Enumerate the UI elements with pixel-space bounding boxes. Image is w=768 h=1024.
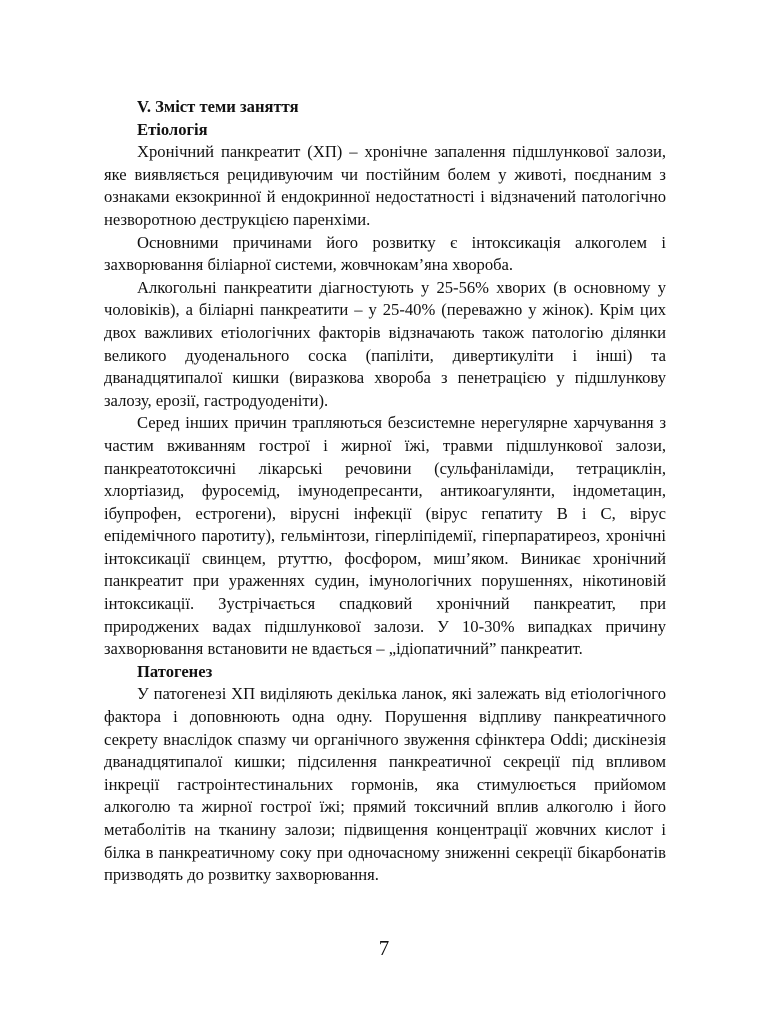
page-number: 7: [378, 936, 390, 960]
pathogenesis-heading: Патогенез: [137, 661, 213, 681]
etiology-paragraph-1: Хронічний панкреатит (ХП) – хронічне запалення підшлункової залози, яке виявляється рецидивуючим чи постійним болем у животі, поєднаним з ознаками екзокринної й ендокринної недостатності і відзначений патологічно незворотною деструкцією паренхіми.: [104, 142, 666, 229]
document-page: [104, 96, 666, 887]
section-title: V. Зміст теми заняття: [137, 97, 299, 116]
etiology-paragraph-4: Серед інших причин трапляються безсистемне нерегулярне харчування з частим вживанням гострої і жирної їжі, травми підшлункової залози, панкреатотоксичні лікарські речовини (сульфаніламіди, тетрациклін, хлортіазид, фуросемід, імунодепресанти, антикоагулянти, індометацин, ібупрофен, естрогени), вірусні інфекції (вірус гепатиту В і С, вірус епідемічного паротиту), гельмінтози, гіперліпідемії, гіперпаратиреоз, хронічні інтоксикації свинцем, ртуттю, фосфором, миш’яком. Виникає хронічний панкреатит при ураженнях судин, імунологічних порушеннях, нікотиновій інтоксикації. Зустрічається спадковий хронічний панкреатит, при природжених вадах підшлункової залози. У 10-30% випадках причину захворювання встановити не вдається – „ідіопатичний” панкреатит.: [104, 413, 666, 659]
etiology-paragraph-3: Алкогольні панкреатити діагностують у 25-56% хворих (в основному у чоловіків), а біліарні панкреатити – у 25-40% (переважно у жінок). Крім цих двох важливих етіологічних факторів відзначають також патологію ділянки великого дуоденального соска (папіліти, дивертикуліти і інші) та дванадцятипалої кишки (виразкова хвороба з пенетрацією у підшлункову залозу, ерозії, гастродуоденіти).: [104, 277, 666, 410]
pathogenesis-paragraph-1: У патогенезі ХП виділяють декілька ланок, які залежать від етіологічного фактора і доповнюють одна одну. Порушення відпливу панкреатичного секрету внаслідок спазму чи органічного звуження сфінктера Oddi; дискінезія дванадцятипалої кишки; підсилення панкреатичної секреції під впливом інкреції гастроінтестинальних гормонів, яка стимулюється прийомом алкоголю та жирної гострої їжі; прямий токсичний вплив алкоголю і його метаболітів на тканину залози; підвищення концентрації жовчних кислот і білка в панкреатичному соку при одночасному зниженні секреції бікарбонатів призводять до розвитку захворювання.: [104, 684, 666, 885]
etiology-heading: Етіологія: [137, 119, 208, 139]
etiology-paragraph-2: Основними причинами його розвитку є інтоксикація алкоголем і захворювання біліарної системи, жовчнокам’яна хвороба.: [104, 232, 666, 275]
